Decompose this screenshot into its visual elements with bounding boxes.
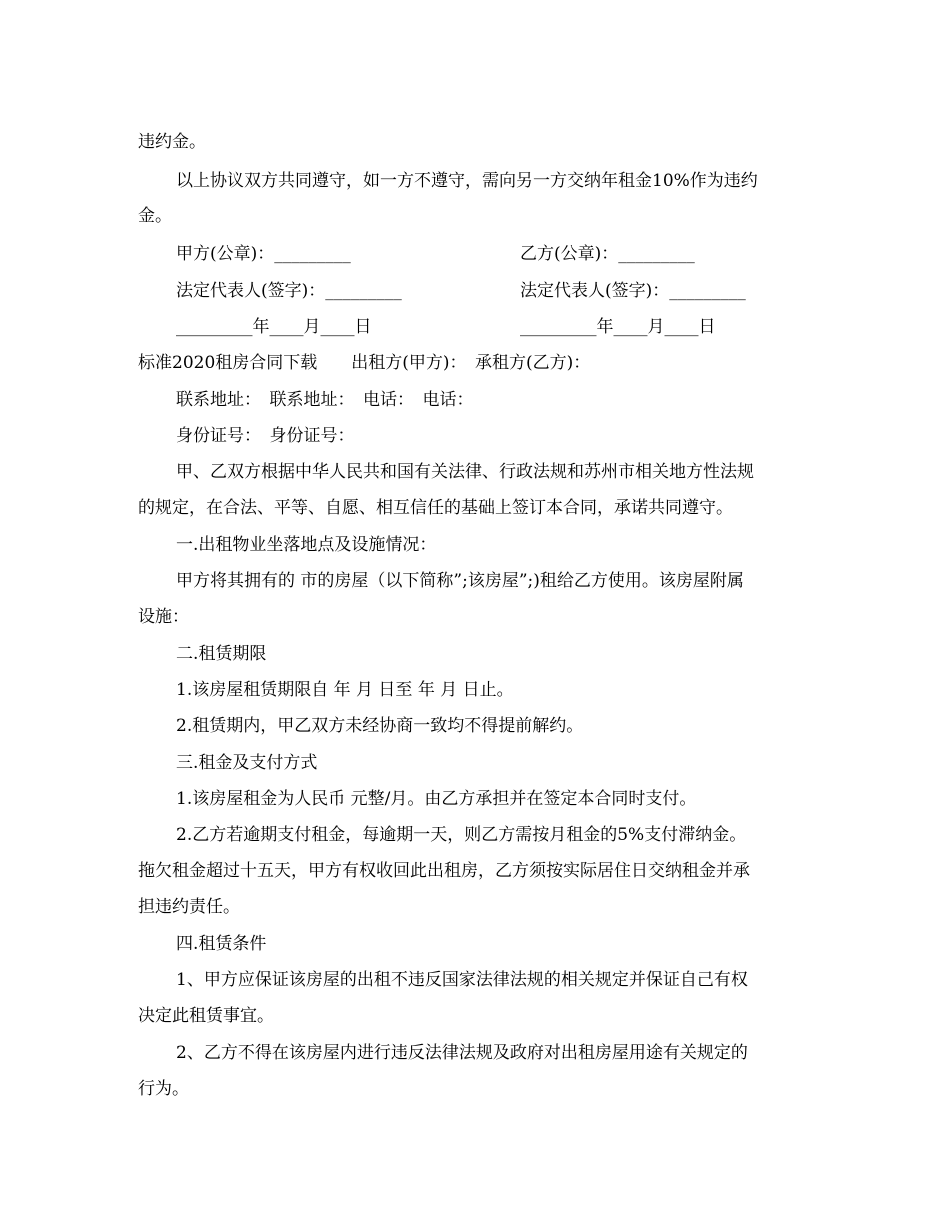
text-line: 决定此租赁事宜。 bbox=[138, 1006, 274, 1026]
text-line: 以上协议双方共同遵守，如一方不遵守，需向另一方交纳年租金10%作为违约 bbox=[176, 171, 758, 191]
text-line: 2.乙方若逾期支付租金，每逾期一天，则乙方需按月租金的5%支付滞纳金。 bbox=[176, 825, 747, 845]
party-a-representative-line: 法定代表人(签字)：_________ bbox=[176, 281, 402, 301]
text-line: 身份证号： 身份证号： bbox=[176, 426, 355, 446]
text-line: 甲方将其拥有的 市的房屋（以下简称”;该房屋”;)租给乙方使用。该房屋附属 bbox=[176, 571, 744, 591]
text-line: 1、甲方应保证该房屋的出租不违反国家法律法规的相关规定并保证自己有权 bbox=[176, 970, 748, 990]
text-line: 2.租赁期内，甲乙双方未经协商一致均不得提前解约。 bbox=[176, 716, 584, 736]
party-a-date-line: _________年____月____日 bbox=[176, 317, 372, 337]
party-a-seal-line: 甲方(公章)：_________ bbox=[176, 244, 351, 264]
text-line: 设施： bbox=[138, 607, 189, 627]
section-heading: 三.租金及支付方式 bbox=[176, 753, 318, 773]
text-line: 金。 bbox=[138, 206, 172, 226]
section-heading: 二.租赁期限 bbox=[176, 644, 267, 664]
party-b-seal-line: 乙方(公章)：_________ bbox=[520, 244, 695, 264]
text-line: 违约金。 bbox=[138, 132, 206, 152]
text-line: 2、乙方不得在该房屋内进行违反法律法规及政府对出租房屋用途有关规定的 bbox=[176, 1043, 748, 1063]
text-line: 行为。 bbox=[138, 1079, 189, 1099]
text-line: 1.该房屋租赁期限自 年 月 日至 年 月 日止。 bbox=[176, 680, 514, 700]
contract-heading-line: 标准2020租房合同下载 出租方(甲方)： 承租方(乙方)： bbox=[138, 353, 591, 373]
text-line: 拖欠租金超过十五天，甲方有权收回此出租房，乙方须按实际居住日交纳租金并承 bbox=[138, 861, 750, 881]
party-b-date-line: _________年____月____日 bbox=[520, 317, 716, 337]
section-heading: 四.租赁条件 bbox=[176, 934, 267, 954]
text-line: 担违约责任。 bbox=[138, 897, 240, 917]
text-line: 1.该房屋租金为人民币 元整/月。由乙方承担并在签定本合同时支付。 bbox=[176, 789, 697, 809]
text-line: 的规定，在合法、平等、自愿、相互信任的基础上签订本合同，承诺共同遵守。 bbox=[138, 498, 733, 518]
party-b-representative-line: 法定代表人(签字)：_________ bbox=[520, 281, 746, 301]
section-heading: 一.出租物业坐落地点及设施情况： bbox=[176, 535, 437, 555]
text-line: 甲、乙双方根据中华人民共和国有关法律、行政法规和苏州市相关地方性法规 bbox=[176, 462, 754, 482]
text-line: 联系地址： 联系地址： 电话： 电话： bbox=[176, 390, 474, 410]
